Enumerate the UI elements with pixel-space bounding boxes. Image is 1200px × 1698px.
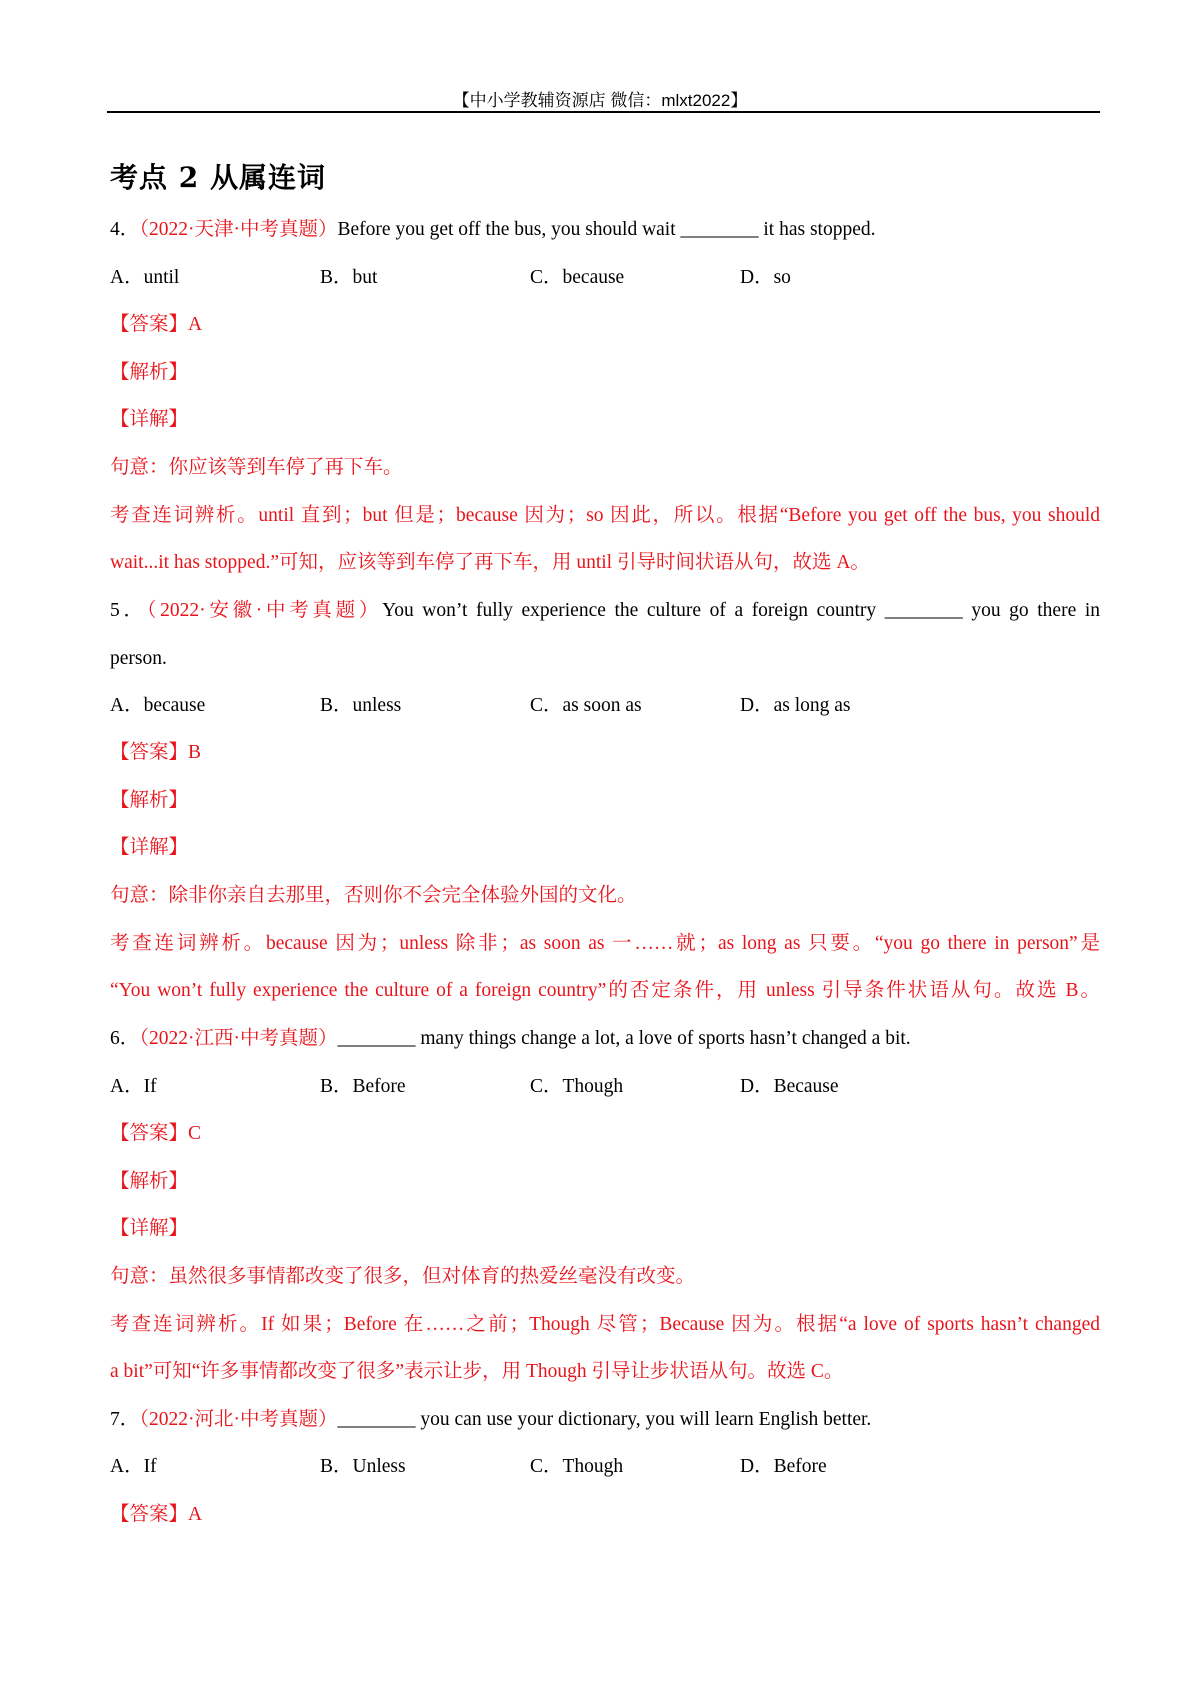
question-6-explanation-line-1: 考查连词辨析。If 如果；Before 在……之前；Though 尽管；Because 因为。根据“a love of sports hasn’t changed [110,1314,1100,1335]
option-a: A．until [110,267,180,288]
option-d: D．as long as [740,695,851,716]
question-4-analysis-label: 【解析】 [110,362,189,383]
question-6-detail-label: 【详解】 [110,1218,189,1239]
answer-value: A [188,1504,203,1525]
option-b: B．Before [320,1076,406,1097]
answer-label: 【答案】 [110,1504,189,1525]
question-6-answer [110,1120,1100,1148]
answer-label: 【答案】 [110,314,189,335]
question-source: （2022·江西·中考真题） [139,1028,338,1049]
answer-value: B [188,742,202,763]
question-4-explanation-line-2: wait...it has stopped.”可知，应该等到车停了再下车，用 until 引导时间状语从句，故选 A。 [110,552,870,573]
section-title: 考点 2 从属连词 [110,161,326,194]
question-5-explanation-line-2: “You won’t fully experience the culture of a foreign country”的否定条件，用 unless 引导条件状语从句。故选 B。 [110,980,1100,1001]
question-source: （2022·河北·中考真题） [139,1409,338,1430]
question-4-answer [110,311,1100,339]
question-6-stem [110,1025,1100,1053]
question-number: 7． [110,1409,140,1430]
answer-label: 【答案】 [110,1123,189,1144]
question-7-answer [110,1501,1100,1529]
question-6-meaning: 句意：虽然很多事情都改变了很多，但对体育的热爱丝毫没有改变。 [110,1266,696,1287]
question-5-detail-label: 【详解】 [110,837,189,858]
question-7-stem [110,1406,1100,1434]
question-5-explanation-line-1: 考查连词辨析。because 因为；unless 除非；as soon as 一……就；as long as 只要。“you go there in person”是 [110,933,1100,954]
question-4-meaning: 句意：你应该等到车停了再下车。 [110,457,403,478]
question-number: 4． [110,219,140,240]
answer-value: C [188,1123,202,1144]
question-4-explanation-line-1: 考查连词辨析。until 直到；but 但是；because 因为；so 因此，所以。根据“Before you get off the bus, you should [110,505,1100,526]
question-text: You won’t fully experience the culture of a foreign country ________ you go there in [382,600,1100,621]
option-a: A．If [110,1076,157,1097]
question-6-analysis-label: 【解析】 [110,1171,189,1192]
question-number: 6． [110,1028,140,1049]
option-b: B．Unless [320,1456,406,1477]
question-5-stem [110,597,1100,625]
option-c: C．because [530,267,625,288]
question-5-analysis-label: 【解析】 [110,790,189,811]
question-5-answer [110,739,1100,767]
question-6-explanation-line-2: a bit”可知“许多事情都改变了很多”表示让步，用 Though 引导让步状语从句。故选 C。 [110,1361,844,1382]
question-4-detail-label: 【详解】 [110,409,189,430]
option-d: D．Before [740,1456,827,1477]
option-c: C．Though [530,1076,624,1097]
option-c: C．Though [530,1456,624,1477]
question-5-meaning: 句意：除非你亲自去那里，否则你不会完全体验外国的文化。 [110,885,637,906]
option-b: B．unless [320,695,402,716]
question-text: ________ many things change a lot, a love of sports hasn’t changed a bit. [337,1028,911,1049]
answer-value: A [188,314,203,335]
answer-label: 【答案】 [110,742,189,763]
question-number: 5． [110,600,147,621]
header-divider [107,111,1100,113]
option-d: D．Because [740,1076,839,1097]
option-d: D．so [740,267,791,288]
question-5-stem-continued: person. [110,648,167,669]
option-a: A．If [110,1456,157,1477]
question-source: （2022·天津·中考真题） [139,219,338,240]
question-4-stem [110,216,1100,244]
question-text: ________ you can use your dictionary, you will learn English better. [337,1409,872,1430]
question-source: （2022·安徽·中考真题） [146,600,383,621]
question-text: Before you get off the bus, you should wait ________ it has stopped. [337,219,876,240]
option-c: C．as soon as [530,695,642,716]
page-header: 【中小学教辅资源店 微信：mlxt2022】 [452,91,748,110]
option-a: A．because [110,695,206,716]
option-b: B．but [320,267,378,288]
